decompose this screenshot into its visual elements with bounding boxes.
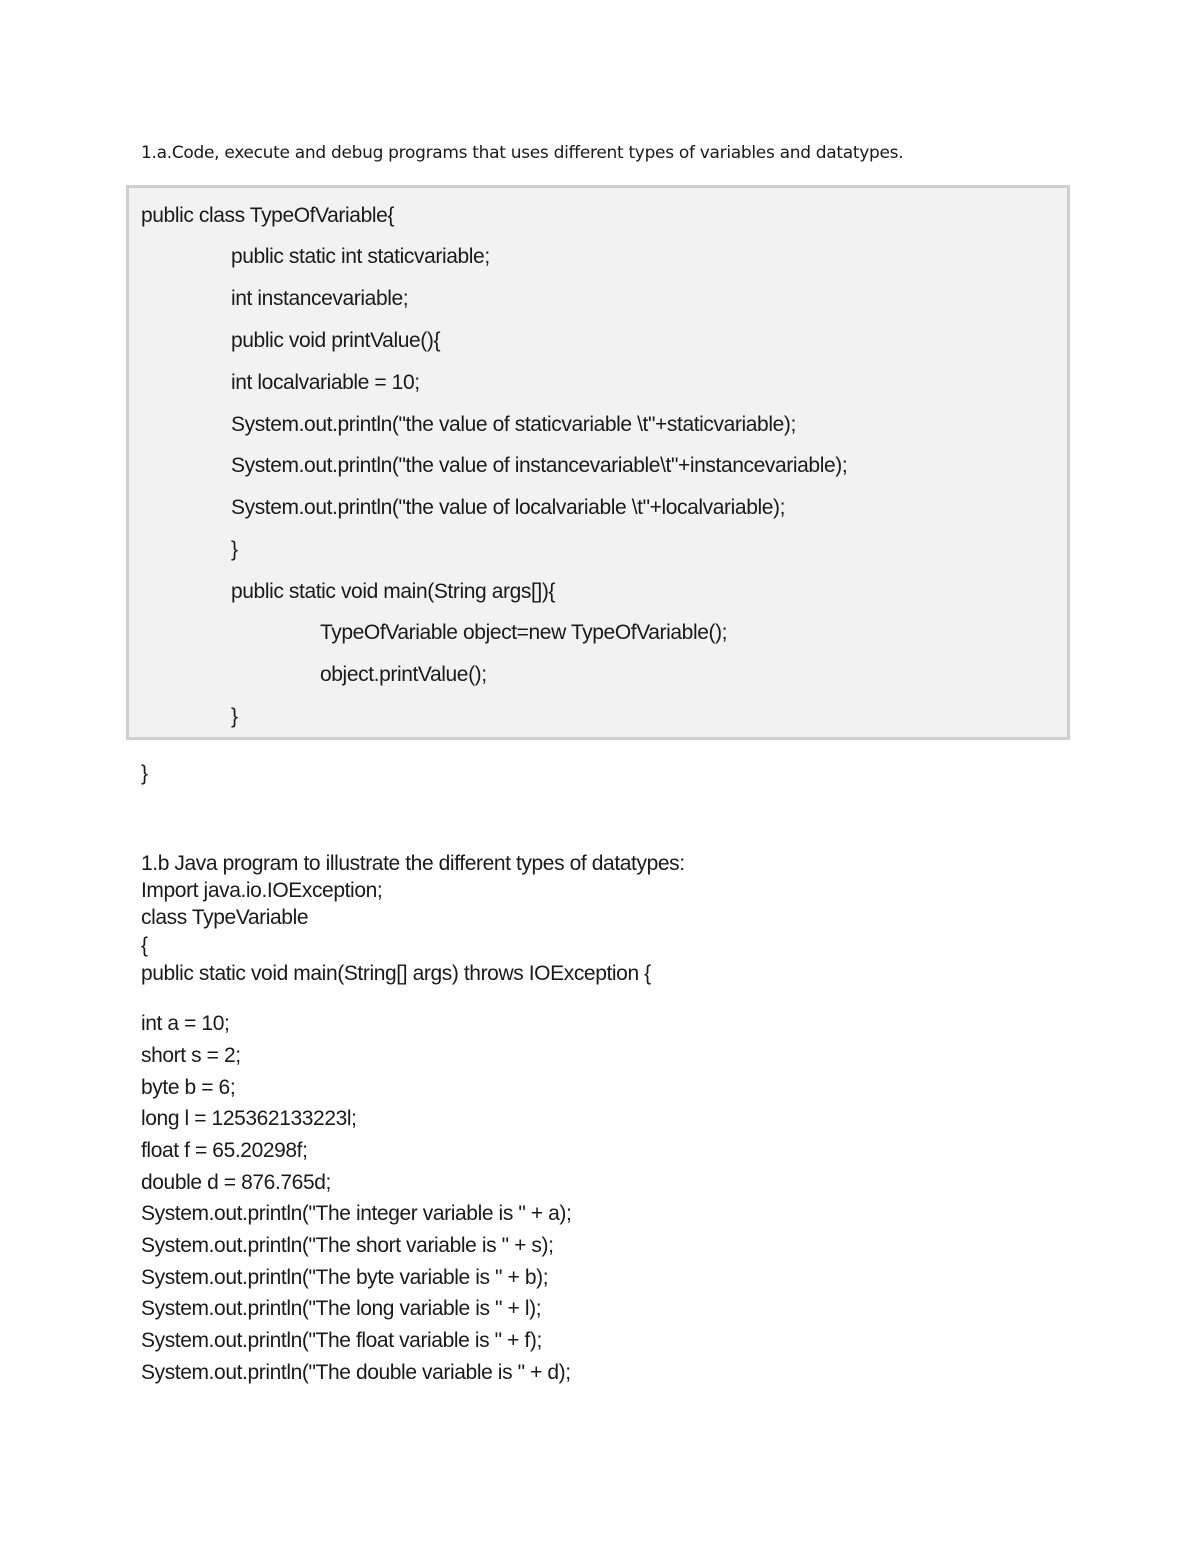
code-line: Import java.io.IOException; bbox=[141, 879, 383, 902]
code-line: object.printValue(); bbox=[320, 663, 487, 686]
code-line: System.out.println("The byte variable is " + b); bbox=[141, 1266, 549, 1289]
code-line: } bbox=[231, 538, 238, 561]
code-line: System.out.println("The integer variable is " + a); bbox=[141, 1202, 572, 1225]
code-line: public static void main(String args[]){ bbox=[231, 580, 556, 603]
code-line: System.out.println("The short variable is " + s); bbox=[141, 1234, 554, 1257]
code-line: byte b = 6; bbox=[141, 1076, 236, 1099]
code-line: public static int staticvariable; bbox=[231, 245, 490, 268]
code-line: System.out.println("the value of staticvariable \t"+staticvariable); bbox=[231, 413, 796, 436]
code-line: public class TypeOfVariable{ bbox=[141, 204, 395, 227]
code-line: public static void main(String[] args) throws IOException { bbox=[141, 962, 651, 985]
code-line: long l = 125362133223l; bbox=[141, 1107, 357, 1130]
code-line: class TypeVariable bbox=[141, 906, 309, 929]
code-line: short s = 2; bbox=[141, 1044, 241, 1067]
code-line: { bbox=[141, 934, 148, 957]
code-line: int localvariable = 10; bbox=[231, 371, 420, 394]
code-line: System.out.println("The float variable is " + f); bbox=[141, 1329, 542, 1352]
code-line: float f = 65.20298f; bbox=[141, 1139, 308, 1162]
code-line: } bbox=[231, 705, 238, 728]
code-line: double d = 876.765d; bbox=[141, 1171, 331, 1194]
closing-brace: } bbox=[141, 762, 149, 785]
section-b-heading: 1.b Java program to illustrate the different types of datatypes: bbox=[141, 852, 685, 875]
code-line: int a = 10; bbox=[141, 1012, 230, 1035]
code-line: int instancevariable; bbox=[231, 287, 409, 310]
code-line: System.out.println("the value of instancevariable\t"+instancevariable); bbox=[231, 454, 848, 477]
code-line: System.out.println("The long variable is " + l); bbox=[141, 1297, 542, 1320]
code-line: System.out.println("The double variable is " + d); bbox=[141, 1361, 571, 1384]
section-a-heading: 1.a.Code, execute and debug programs that uses different types of variables and datatypes. bbox=[141, 143, 904, 163]
code-line: public void printValue(){ bbox=[231, 329, 441, 352]
code-line: TypeOfVariable object=new TypeOfVariable(); bbox=[320, 621, 728, 644]
code-line: System.out.println("the value of localvariable \t"+localvariable); bbox=[231, 496, 786, 519]
